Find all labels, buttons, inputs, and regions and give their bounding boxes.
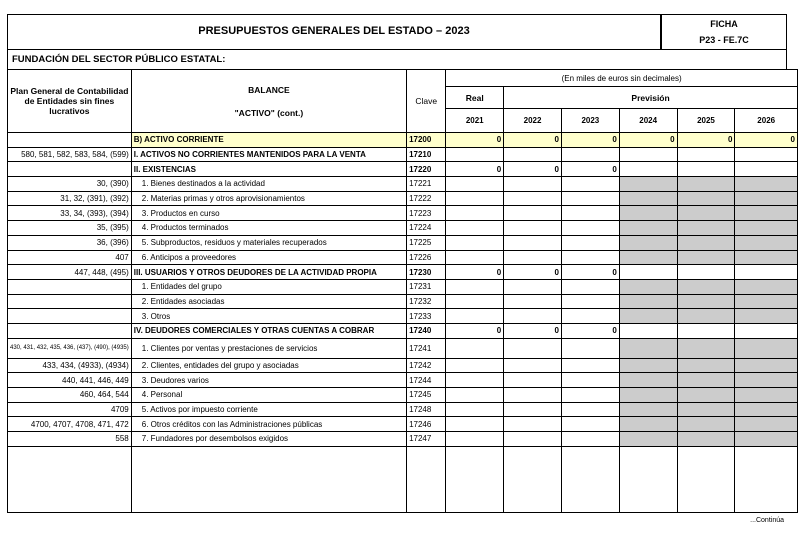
row-label: 2. Clientes, entidades del grupo y asociadas [131,358,406,373]
value-cell: 0 [619,133,677,148]
value-cell [677,373,735,388]
row-label: 5. Subproductos, residuos y materiales recuperados [131,235,406,250]
value-cell [735,323,798,338]
value-cell [619,191,677,206]
value-cell [735,206,798,221]
clave-code: 17248 [407,402,446,417]
clave-code: 17221 [407,177,446,192]
value-cell [619,206,677,221]
value-cell [619,432,677,447]
empty-row [8,446,798,512]
value-cell: 0 [446,323,504,338]
value-cell [619,323,677,338]
value-cell [504,147,562,162]
row-label: 4. Productos terminados [131,221,406,236]
value-cell: 0 [446,265,504,280]
value-cell [735,279,798,294]
value-cell [619,177,677,192]
year-header: 2021 [446,109,504,133]
value-cell [735,338,798,358]
row-label: 3. Deudores varios [131,373,406,388]
value-cell [619,265,677,280]
value-cell: 0 [677,133,735,148]
value-cell [561,294,619,309]
value-cell [561,177,619,192]
clave-code: 17223 [407,206,446,221]
value-cell [677,279,735,294]
table-row [8,309,798,324]
row-label: 3. Otros [131,309,406,324]
value-cell: 0 [446,133,504,148]
value-cell [619,402,677,417]
value-cell [735,162,798,177]
value-cell [561,221,619,236]
year-header: 2026 [735,109,798,133]
value-cell: 0 [561,162,619,177]
table-row [8,388,798,403]
value-cell [561,432,619,447]
table-row [8,358,798,373]
table-row [8,417,798,432]
value-cell [446,235,504,250]
clave-code: 17232 [407,294,446,309]
plan-general-header: Plan General de Contabilidad de Entidades sin fines lucrativos [8,70,132,133]
value-cell [504,294,562,309]
value-cell [619,162,677,177]
account-codes: 35, (395) [8,221,132,236]
year-header: 2023 [561,109,619,133]
row-label: 6. Anticipos a proveedores [131,250,406,265]
value-cell [504,250,562,265]
value-cell [504,177,562,192]
table-row [8,323,798,338]
account-codes: 36, (396) [8,235,132,250]
value-cell [561,388,619,403]
continues-label: ...Continúa [750,517,784,524]
value-cell [446,373,504,388]
value-cell [735,373,798,388]
value-cell [735,265,798,280]
value-cell [677,388,735,403]
value-cell [561,191,619,206]
value-cell [677,358,735,373]
real-header: Real [446,87,504,109]
clave-code: 17224 [407,221,446,236]
value-cell [504,235,562,250]
clave-code: 17225 [407,235,446,250]
value-cell [735,221,798,236]
clave-code: 17246 [407,417,446,432]
ficha-label: FICHA [710,19,738,29]
value-cell: 0 [446,162,504,177]
value-cell [446,250,504,265]
clave-code: 17222 [407,191,446,206]
value-cell [446,309,504,324]
account-codes: 447, 448, (495) [8,265,132,280]
row-label: 6. Otros créditos con las Administraciones públicas [131,417,406,432]
value-cell [619,235,677,250]
value-cell: 0 [561,133,619,148]
value-cell [504,373,562,388]
table-row [8,147,798,162]
value-cell [446,338,504,358]
row-label: 1. Entidades del grupo [131,279,406,294]
value-cell [446,358,504,373]
clave-code: 17244 [407,373,446,388]
value-cell [561,206,619,221]
row-label: 4. Personal [131,388,406,403]
value-cell [446,279,504,294]
value-cell: 0 [504,265,562,280]
value-cell [446,221,504,236]
table-row [8,162,798,177]
table-row [8,294,798,309]
table-row [8,373,798,388]
value-cell [619,294,677,309]
value-cell [619,388,677,403]
value-cell [619,358,677,373]
account-codes: 460, 464, 544 [8,388,132,403]
table-row [8,191,798,206]
clave-code: 17231 [407,279,446,294]
value-cell [619,417,677,432]
value-cell [561,373,619,388]
value-cell [619,309,677,324]
value-cell [504,191,562,206]
account-codes: 580, 581, 582, 583, 584, (599) [8,147,132,162]
clave-code: 17230 [407,265,446,280]
account-codes: 430, 431, 432, 435, 436, (437), (490), (4935) [8,338,132,358]
entity-label: FUNDACIÓN DEL SECTOR PÚBLICO ESTATAL: [12,54,226,65]
account-codes: 4700, 4707, 4708, 471, 472 [8,417,132,432]
value-cell [504,402,562,417]
value-cell [446,432,504,447]
clave-code: 17226 [407,250,446,265]
value-cell [735,432,798,447]
value-cell [561,309,619,324]
row-label: II. EXISTENCIAS [131,162,406,177]
value-cell [735,417,798,432]
ficha-code: P23 - FE.7C [699,35,749,45]
value-cell [677,338,735,358]
value-cell [504,206,562,221]
account-codes: 407 [8,250,132,265]
value-cell [619,221,677,236]
balance-table [7,69,798,513]
value-cell [735,147,798,162]
value-cell [735,294,798,309]
value-cell [735,191,798,206]
clave-code: 17247 [407,432,446,447]
value-cell: 0 [561,265,619,280]
value-cell [561,235,619,250]
value-cell [561,338,619,358]
table-row [8,221,798,236]
value-cell [677,250,735,265]
value-cell [504,309,562,324]
balance-header [131,70,406,133]
row-label: 7. Fundadores por desembolsos exigidos [131,432,406,447]
account-codes: 33, 34, (393), (394) [8,206,132,221]
value-cell [619,338,677,358]
clave-code: 17210 [407,147,446,162]
value-cell [446,147,504,162]
row-label: I. ACTIVOS NO CORRIENTES MANTENIDOS PARA LA VENTA [131,147,406,162]
value-cell: 0 [504,162,562,177]
value-cell [677,162,735,177]
value-cell [446,402,504,417]
account-codes [8,294,132,309]
table-row [8,250,798,265]
row-label: B) ACTIVO CORRIENTE [131,133,406,148]
account-codes [8,162,132,177]
value-cell: 0 [561,323,619,338]
clave-code: 17200 [407,133,446,148]
balance-rows [8,133,798,447]
year-header: 2025 [677,109,735,133]
value-cell [561,147,619,162]
value-cell [735,388,798,403]
value-cell [677,206,735,221]
row-label: 5. Activos por impuesto corriente [131,402,406,417]
table-row [8,338,798,358]
value-cell [561,250,619,265]
value-cell [677,191,735,206]
value-cell [504,221,562,236]
account-codes [8,309,132,324]
table-row [8,402,798,417]
value-cell: 0 [504,323,562,338]
row-label: 2. Materias primas y otros aprovisionamientos [131,191,406,206]
account-codes [8,279,132,294]
value-cell [446,417,504,432]
value-cell [619,373,677,388]
value-cell [446,206,504,221]
units-note: (En miles de euros sin decimales) [446,70,798,87]
value-cell [504,417,562,432]
clave-code: 17233 [407,309,446,324]
row-label: 3. Productos en curso [131,206,406,221]
value-cell [735,309,798,324]
account-codes: 558 [8,432,132,447]
value-cell [677,323,735,338]
value-cell [735,250,798,265]
value-cell [504,358,562,373]
value-cell [677,235,735,250]
value-cell [677,147,735,162]
value-cell [677,177,735,192]
value-cell [561,402,619,417]
account-codes: 4709 [8,402,132,417]
row-label: IV. DEUDORES COMERCIALES Y OTRAS CUENTAS A COBRAR [131,323,406,338]
account-codes [8,133,132,148]
value-cell [735,358,798,373]
page-title: PRESUPUESTOS GENERALES DEL ESTADO – 2023 [198,25,470,37]
value-cell [619,250,677,265]
value-cell [735,235,798,250]
clave-code: 17242 [407,358,446,373]
table-row [8,432,798,447]
value-cell [446,294,504,309]
prevision-header: Previsión [504,87,798,109]
clave-code: 17245 [407,388,446,403]
value-cell [677,417,735,432]
row-label: 1. Bienes destinados a la actividad [131,177,406,192]
balance-title: BALANCE [248,84,290,95]
value-cell [677,294,735,309]
clave-code: 17241 [407,338,446,358]
value-cell [735,402,798,417]
year-header: 2024 [619,109,677,133]
table-row [8,206,798,221]
row-label: 1. Clientes por ventas y prestaciones de servicios [131,338,406,358]
value-cell [504,388,562,403]
value-cell [446,177,504,192]
value-cell [677,402,735,417]
value-cell [735,177,798,192]
clave-code: 17220 [407,162,446,177]
table-row [8,235,798,250]
table-row [8,279,798,294]
value-cell [446,388,504,403]
value-cell [561,417,619,432]
value-cell: 0 [504,133,562,148]
value-cell [504,432,562,447]
table-row [8,265,798,280]
value-cell [561,358,619,373]
account-codes: 30, (390) [8,177,132,192]
account-codes [8,323,132,338]
value-cell [677,265,735,280]
table-row [8,133,798,148]
value-cell [677,432,735,447]
year-header: 2022 [504,109,562,133]
clave-header: Clave [407,70,446,133]
value-cell [677,309,735,324]
value-cell [446,191,504,206]
value-cell [677,221,735,236]
account-codes: 440, 441, 446, 449 [8,373,132,388]
clave-code: 17240 [407,323,446,338]
balance-subtitle: "ACTIVO" (cont.) [234,107,304,118]
value-cell [619,147,677,162]
row-label: III. USUARIOS Y OTROS DEUDORES DE LA ACTIVIDAD PROPIA [131,265,406,280]
account-codes: 433, 434, (4933), (4934) [8,358,132,373]
value-cell [619,279,677,294]
row-label: 2. Entidades asociadas [131,294,406,309]
value-cell [561,279,619,294]
table-row [8,177,798,192]
value-cell: 0 [735,133,798,148]
value-cell [504,338,562,358]
account-codes: 31, 32, (391), (392) [8,191,132,206]
value-cell [504,279,562,294]
